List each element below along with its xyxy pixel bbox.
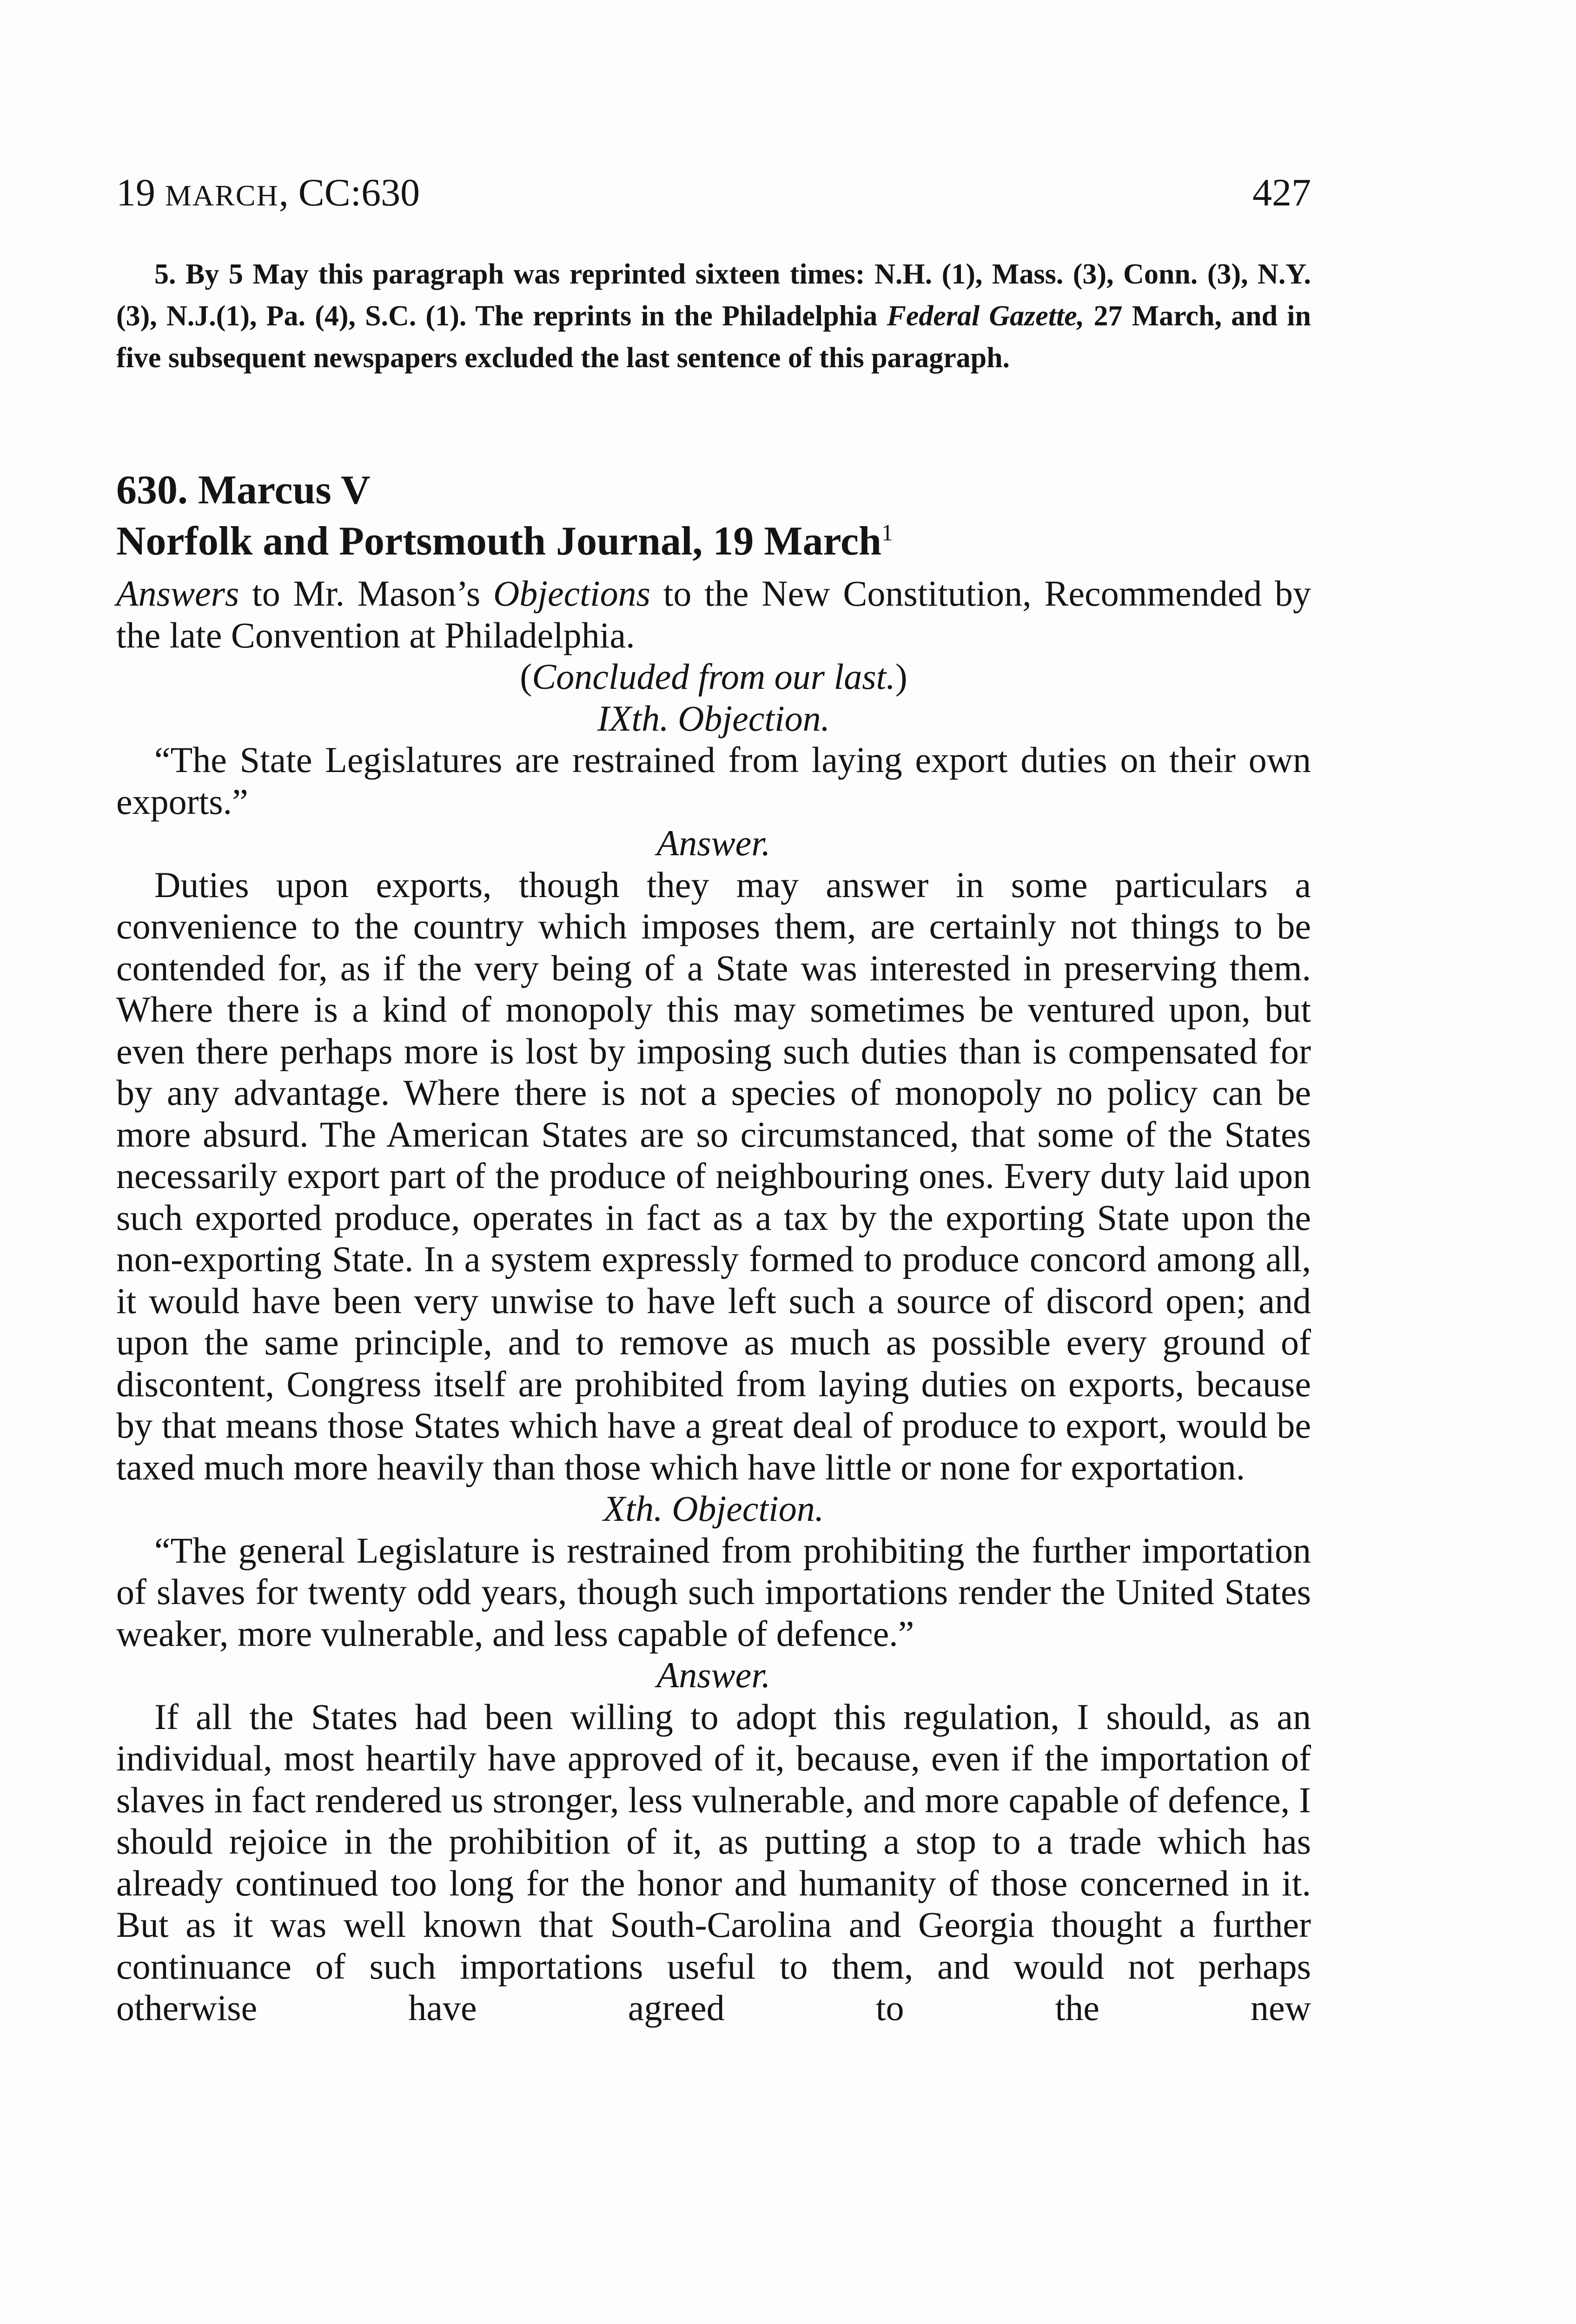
running-head-date: 19 <box>116 171 155 214</box>
document-source: Norfolk and Portsmouth Journal, 19 March <box>116 519 881 564</box>
document-number-title: 630. Marcus V <box>116 468 371 513</box>
objection-10-text: “The general Legislature is restrained from prohibiting the further importation of slaves for twenty odd years, though such importations render the United States weaker, more vulnerable, and less capable of defence.” <box>116 1530 1311 1654</box>
concluded-text: Concluded from our last. <box>532 656 895 697</box>
running-head-ref: , CC:630 <box>278 171 420 214</box>
document-source-line <box>116 516 1311 567</box>
article-title <box>116 573 1311 656</box>
title-mid: to Mr. Mason’s <box>239 573 494 614</box>
footnote-text-1: 5. By 5 May this paragraph was reprinted sixteen times: N.H. (1), Mass. (3), Conn. (3), N.Y. (3), N.J.(1), Pa. (4), S.C. (1). The reprints in the Philadelphia <box>116 258 1311 332</box>
running-head-month: MARCH <box>165 179 279 212</box>
title-objections: Objections <box>493 573 650 614</box>
answer-9-text: Duties upon exports, though they may answer in some particulars a convenience to the country which imposes them, are certainly not things to be contended for, as if the very being of a State was interested in preserving them. Where there is a kind of monopoly this may sometimes be ventured upon, but even there perhaps more is lost by imposing such duties than is compensated for by any advantage. Where there is not a species of monopoly no policy can be more absurd. The American States are so circumstanced, that some of the States necessarily export part of the produce of neighbouring ones. Every duty laid upon such exported produce, operates in fact as a tax by the exporting State upon the non-exporting State. In a system expressly formed to produce concord among all, it would have been very unwise to have left such a source of discord open; and upon the same principle, and to remove as much as possible every ground of discontent, Congress itself are prohibited from laying duties on exports, because by that means those States which have a great deal of produce to export, would be taxed much more heavily than those which have little or none for exportation. <box>116 864 1311 1487</box>
objection-9-heading: IXth. Objection. <box>597 698 830 739</box>
answer-10-heading: Answer. <box>656 1655 771 1695</box>
title-rest: to the New Constitution, Recommended by the late Convention at Philadelphia. <box>116 573 1311 655</box>
footnote-text-2: 27 March, and in five subsequent newspapers excluded the last sentence of this paragraph. <box>116 300 1311 374</box>
running-head <box>116 167 420 221</box>
answer-10-text: If all the States had been willing to adopt this regulation, I should, as an individual, most heartily have approved of it, because, even if the importation of slaves in fact rendered us stronger, less vulnerable, and more capable of defence, I should rejoice in the prohibition of it, as putting a stop to a trade which has already continued too long for the honor and humanity of those concerned in it. But as it was well known that South-Carolina and Georgia thought a further continuance of such importations useful to them, and would not perhaps otherwise have agreed to the new <box>116 1696 1311 2028</box>
concluded-note: (Concluded from our last.) <box>520 656 907 697</box>
objection-9-text: “The State Legislatures are restrained from laying export duties on their own exports.” <box>116 739 1311 822</box>
title-answers: Answers <box>116 573 239 614</box>
footnote-italic-text: Federal Gazette, <box>887 300 1085 332</box>
page-header <box>116 167 1311 218</box>
document-heading <box>116 465 1311 567</box>
objection-10-heading: Xth. Objection. <box>603 1488 824 1529</box>
footnote <box>116 253 1311 379</box>
footnote-reference: 1 <box>881 519 893 546</box>
article-body <box>116 573 1311 2029</box>
answer-9-heading: Answer. <box>656 823 771 863</box>
page-number: 427 <box>1252 171 1311 214</box>
